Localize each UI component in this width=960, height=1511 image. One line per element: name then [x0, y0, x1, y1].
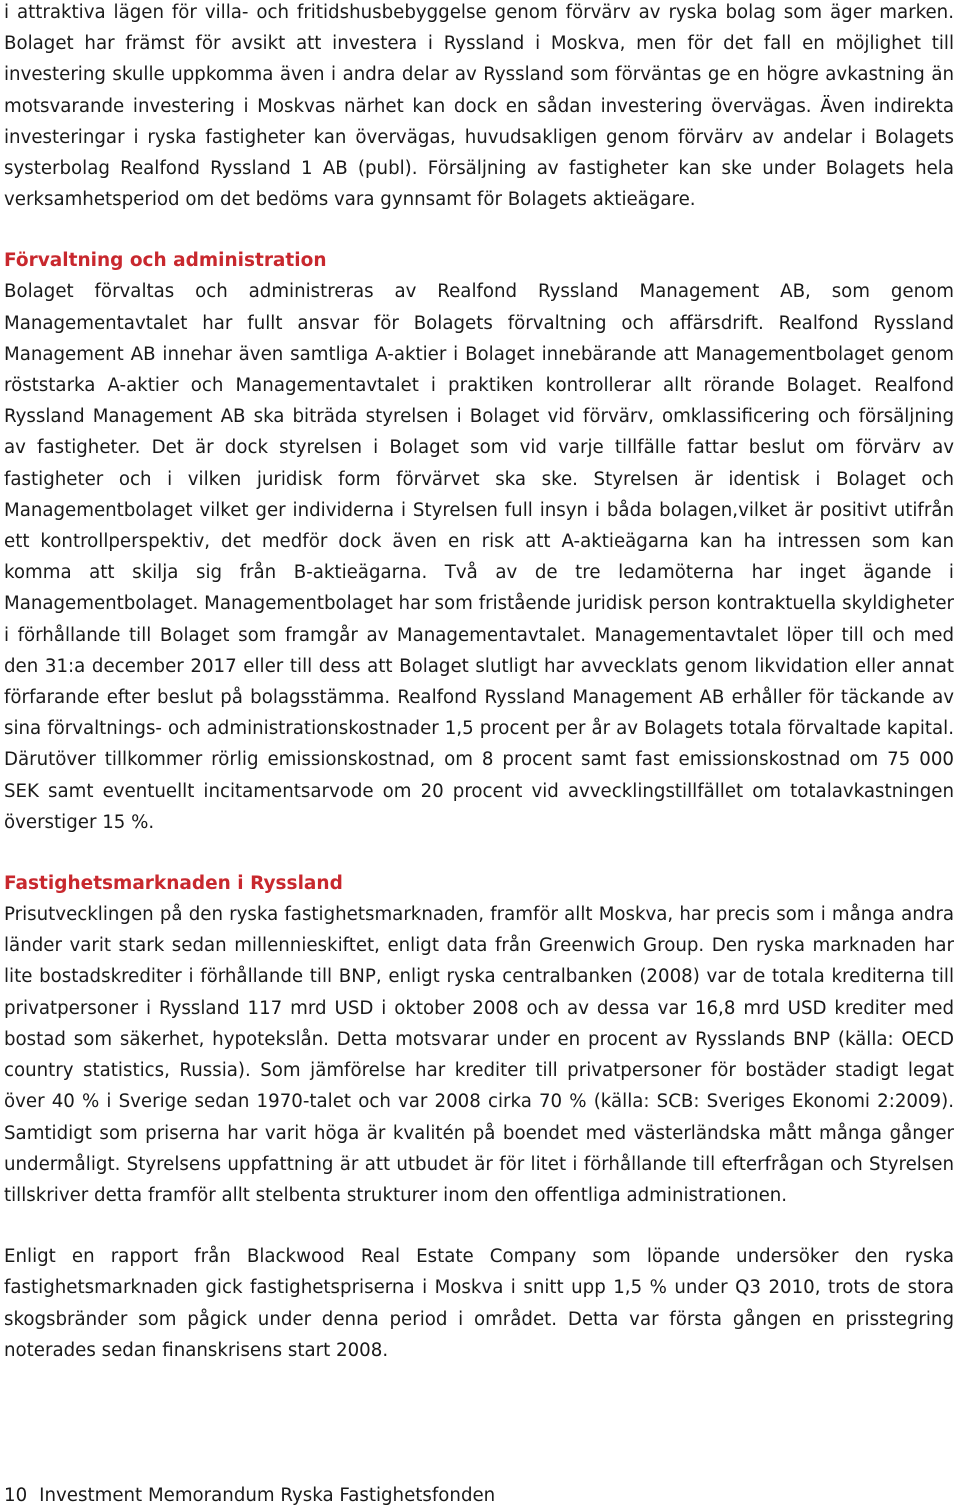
section-real-estate-market — [4, 868, 954, 1366]
page-number: 10 — [4, 1485, 28, 1506]
document-page — [4, 0, 954, 1366]
paragraph-spacer — [4, 1211, 954, 1241]
intro-paragraph: i attraktiva lägen för villa- och fritidshusbebyggelse genom förvärv av ryska bolag som äger marken. Bolaget har främst för avsikt att investera i Ryssland i Moskva, men för det fall en möjlighet till investering skulle uppkomma även i andra delar av Ryssland som förväntas ge en högre avkastning än motsvarande investering i Moskvas närhet kan dock en sådan investering övervägas. Även indirekta investeringar i ryska fastigheter kan övervägas, huvudsakligen genom förvärv av andelar i Bolagets systerbolag Realfond Ryssland 1 AB (publ). Försäljning av fastigheter kan ske under Bolagets hela verksamhetsperiod om det bedöms vara gynnsamt för Bolagets aktieägare. — [4, 2, 954, 211]
section-management — [4, 245, 954, 838]
section-paragraph: Prisutvecklingen på den ryska fastighetsmarknaden, framför allt Moskva, har precis som i många andra länder varit stark sedan millennieskiftet, enligt data från Greenwich Group. Den ryska marknaden har lite bostadskrediter i förhållande till BNP, enligt ryska centralbanken (2008) var de totala krediterna till privatpersoner i Ryssland 117 mrd USD i oktober 2008 och av dessa var 16,8 mrd USD krediter med bostad som säkerhet, hypotekslån. Detta motsvarar under en procent av Rysslands BNP (källa: OECD country statistics, Russia). Som jämförelse har krediter till privatpersoner för bostäder stadigt legat över 40 % i Sverige sedan 1970-talet och var 2008 cirka 70 % (källa: SCB: Sveriges Ekonomi 2:2009). Samtidigt som priserna har varit höga är kvalitén på boendet med västerländska mått många gånger undermåligt. Styrelsens uppfattning är att utbudet är för litet i förhållande till efterfrågan och Styrelsen tillskriver detta framför allt stelbenta strukturer inom den offentliga administrationen. — [4, 904, 954, 1206]
section-paragraph: Bolaget förvaltas och administreras av Realfond Ryssland Management AB, som genom Managementavtalet har fullt ansvar för Bolagets förvaltning och affärsdrift. Realfond Ryssland Management AB innehar även samtliga A-aktier i Bolaget innebärande att Managementbolaget genom röststarka A-aktier och Managementavtalet i praktiken kontrollerar allt rörande Bolaget. Realfond Ryssland Management AB ska biträda styrelsen i Bolaget vid förvärv, omklassificering och försäljning av fastigheter. Det är dock styrelsen i Bolaget som vid varje tillfälle fattar beslut om förvärv av fastigheter och i vilken juridisk form förvärvet ska ske. Styrelsen är identisk i Bolaget och Managementbolaget vilket ger individerna i Styrelsen full insyn i båda bolagen,vilket är positivt utifrån ett kontrollperspektiv, det medför dock även en risk att A-aktieägarna kan ha intressen som kan komma att skilja sig från B-aktieägarna. Två av de tre ledamöterna har inget ägande i Managementbolaget. Managementbolaget har som fristående juridisk person kontraktuella skyldigheter i förhållande till Bolaget som framgår av Managementavtalet. Managementavtalet löper till och med den 31:a december 2017 eller till dess att Bolaget slutligt har avvecklats genom likvidation eller annat förfarande efter beslut på bolagsstämma. Realfond Ryssland Management AB erhåller för täckande av sina förvaltnings- och administrationskostnader 1,5 procent per år av Bolagets totala förvaltade kapital. Därutöver tillkommer rörlig emissionskostnad, om 8 procent samt fast emissionskostnad om 75 000 SEK samt eventuellt incitamentsarvode om 20 procent vid avvecklingstillfället om totalavkastningen överstiger 15 %. — [4, 281, 954, 833]
publication-title: Investment Memorandum Ryska Fastighetsfonden — [39, 1485, 496, 1506]
section-heading: Förvaltning och administration — [4, 250, 327, 272]
page-footer — [4, 1480, 495, 1511]
section-paragraph: Enligt en rapport från Blackwood Real Estate Company som löpande undersöker den ryska fastighetsmarknaden gick fastighetspriserna i Moskva i snitt upp 1,5 % under Q3 2010, trots de stora skogsbränder som pågick under denna period i området. Detta var första gången en prisstegring noterades sedan finanskrisens start 2008. — [4, 1246, 954, 1361]
section-heading: Fastighetsmarknaden i Ryssland — [4, 873, 343, 895]
